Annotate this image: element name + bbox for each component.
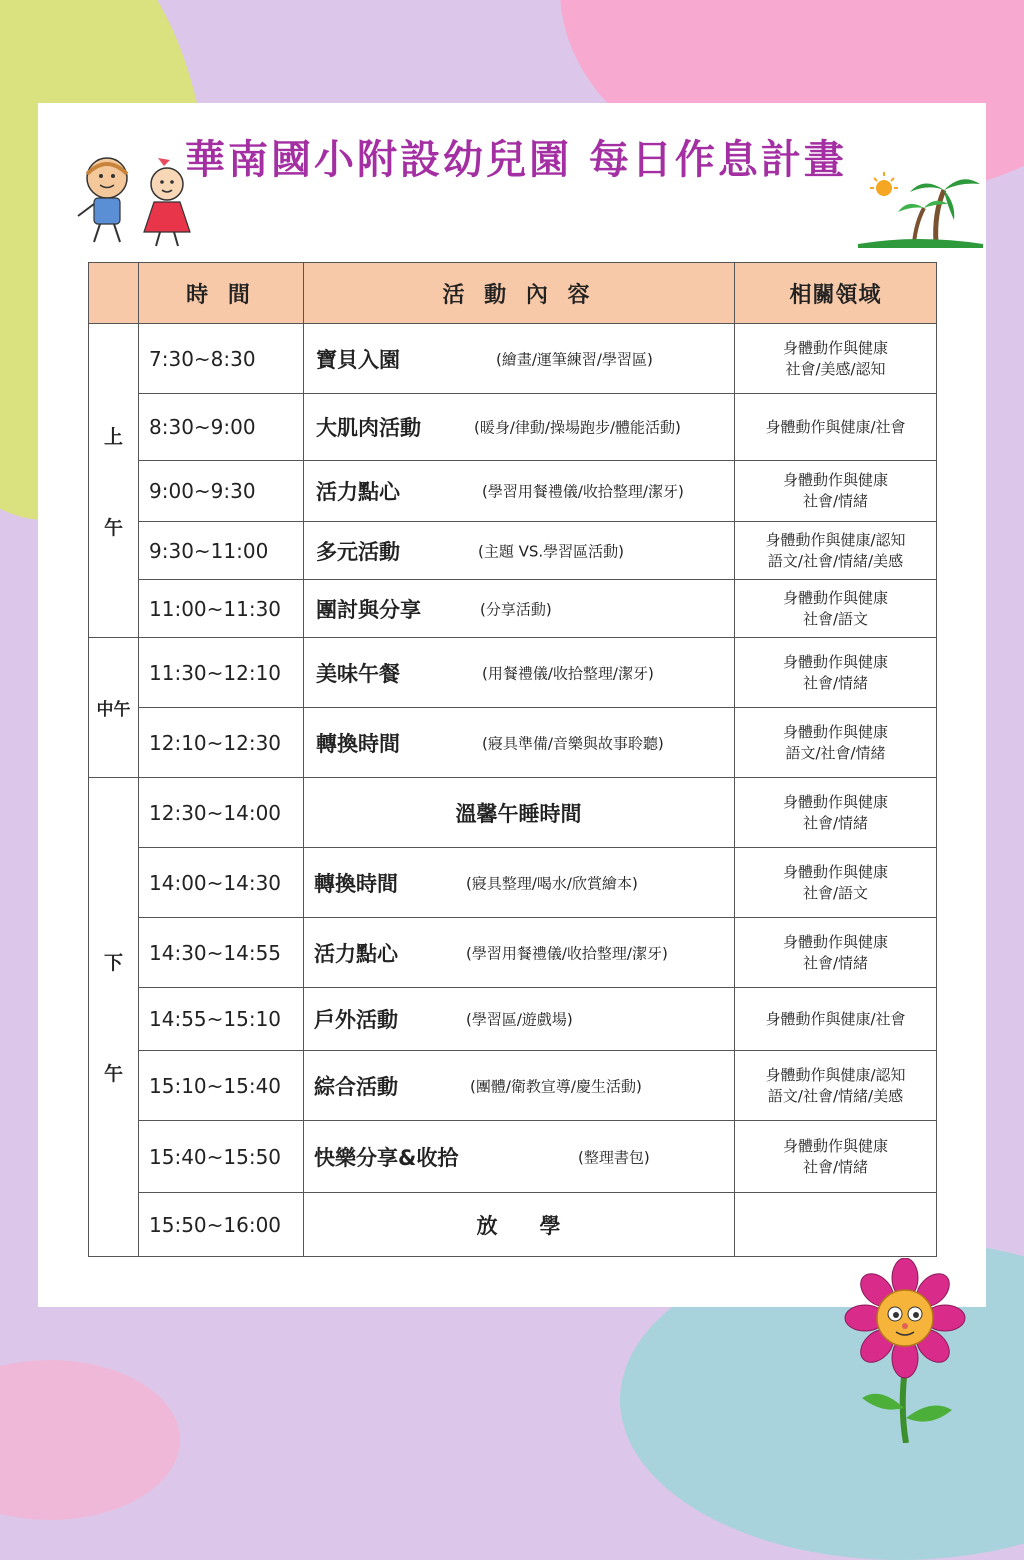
header-period: [89, 263, 139, 324]
table-row: [89, 580, 937, 638]
table-row: [89, 324, 937, 394]
row-activity: 溫馨午睡時間: [304, 778, 735, 848]
row-time: 11:30~12:10: [139, 638, 304, 708]
row-activity: 活力點心 (學習用餐禮儀/收拾整理/潔牙): [304, 918, 735, 988]
period-afternoon: 下 午: [89, 778, 139, 1257]
table-row: [89, 394, 937, 461]
row-domain: 身體動作與健康/認知 語文/社會/情緒/美感: [735, 1051, 937, 1121]
table-row: [89, 461, 937, 522]
row-time: 12:10~12:30: [139, 708, 304, 778]
row-domain: 身體動作與健康/認知 語文/社會/情緒/美感: [735, 522, 937, 580]
header-time: 時 間: [139, 263, 304, 324]
row-time: 14:30~14:55: [139, 918, 304, 988]
table-row: [89, 1051, 937, 1121]
row-time: 11:00~11:30: [139, 580, 304, 638]
header-activity: 活 動 內 容: [304, 263, 735, 324]
row-domain: 身體動作與健康 語文/社會/情緒: [735, 708, 937, 778]
palm-tree-icon: [858, 168, 983, 248]
kids-icon: [72, 152, 202, 248]
row-activity: 轉換時間 (寢具整理/喝水/欣賞繪本): [304, 848, 735, 918]
row-activity: 戶外活動 (學習區/遊戲場): [304, 988, 735, 1051]
row-activity: 綜合活動 (團體/衛教宣導/慶生活動): [304, 1051, 735, 1121]
row-domain: 身體動作與健康 社會/情緒: [735, 778, 937, 848]
row-domain: 身體動作與健康 社會/情緒: [735, 638, 937, 708]
table-row: [89, 918, 937, 988]
row-time: 9:30~11:00: [139, 522, 304, 580]
row-activity: 放 學: [304, 1193, 735, 1257]
row-activity: 快樂分享&收拾 (整理書包): [304, 1121, 735, 1193]
sun-icon: [870, 172, 898, 196]
row-activity: 多元活動 (主題 VS.學習區活動): [304, 522, 735, 580]
row-activity: 轉換時間 (寢具準備/音樂與故事聆聽): [304, 708, 735, 778]
row-activity: 寶貝入園 (繪畫/運筆練習/學習區): [304, 324, 735, 394]
row-time: 9:00~9:30: [139, 461, 304, 522]
table-row: [89, 778, 937, 848]
header-domain: 相關領域: [735, 263, 937, 324]
row-time: 12:30~14:00: [139, 778, 304, 848]
page-title: 華南國小附設幼兒園 每日作息計畫: [185, 137, 847, 183]
row-activity: 美味午餐 (用餐禮儀/收拾整理/潔牙): [304, 638, 735, 708]
row-time: 7:30~8:30: [139, 324, 304, 394]
row-domain: 身體動作與健康 社會/語文: [735, 580, 937, 638]
row-activity: 大肌肉活動 (暖身/律動/操場跑步/體能活動): [304, 394, 735, 461]
table-row: [89, 638, 937, 708]
row-time: 15:50~16:00: [139, 1193, 304, 1257]
row-domain: 身體動作與健康/社會: [735, 988, 937, 1051]
row-domain: 身體動作與健康 社會/美感/認知: [735, 324, 937, 394]
table-row: [89, 708, 937, 778]
row-time: 15:40~15:50: [139, 1121, 304, 1193]
row-domain: [735, 1193, 937, 1257]
row-domain: 身體動作與健康 社會/情緒: [735, 1121, 937, 1193]
row-time: 15:10~15:40: [139, 1051, 304, 1121]
row-domain: 身體動作與健康 社會/語文: [735, 848, 937, 918]
row-time: 14:00~14:30: [139, 848, 304, 918]
row-time: 8:30~9:00: [139, 394, 304, 461]
row-domain: 身體動作與健康/社會: [735, 394, 937, 461]
table-row: [89, 988, 937, 1051]
row-domain: 身體動作與健康 社會/情緒: [735, 461, 937, 522]
table-row: [89, 848, 937, 918]
table-row: [89, 1121, 937, 1193]
table-row: [89, 522, 937, 580]
row-time: 14:55~15:10: [139, 988, 304, 1051]
table-header-row: [89, 263, 937, 324]
period-morning: 上 午: [89, 324, 139, 638]
period-noon: 中午: [89, 638, 139, 778]
bg-blob-pink-bottom: [0, 1360, 180, 1520]
row-activity: 團討與分享 (分享活動): [304, 580, 735, 638]
row-activity: 活力點心 (學習用餐禮儀/收拾整理/潔牙): [304, 461, 735, 522]
schedule-table: [88, 262, 937, 1257]
table-row: [89, 1193, 937, 1257]
row-domain: 身體動作與健康 社會/情緒: [735, 918, 937, 988]
flower-icon: [840, 1258, 970, 1443]
